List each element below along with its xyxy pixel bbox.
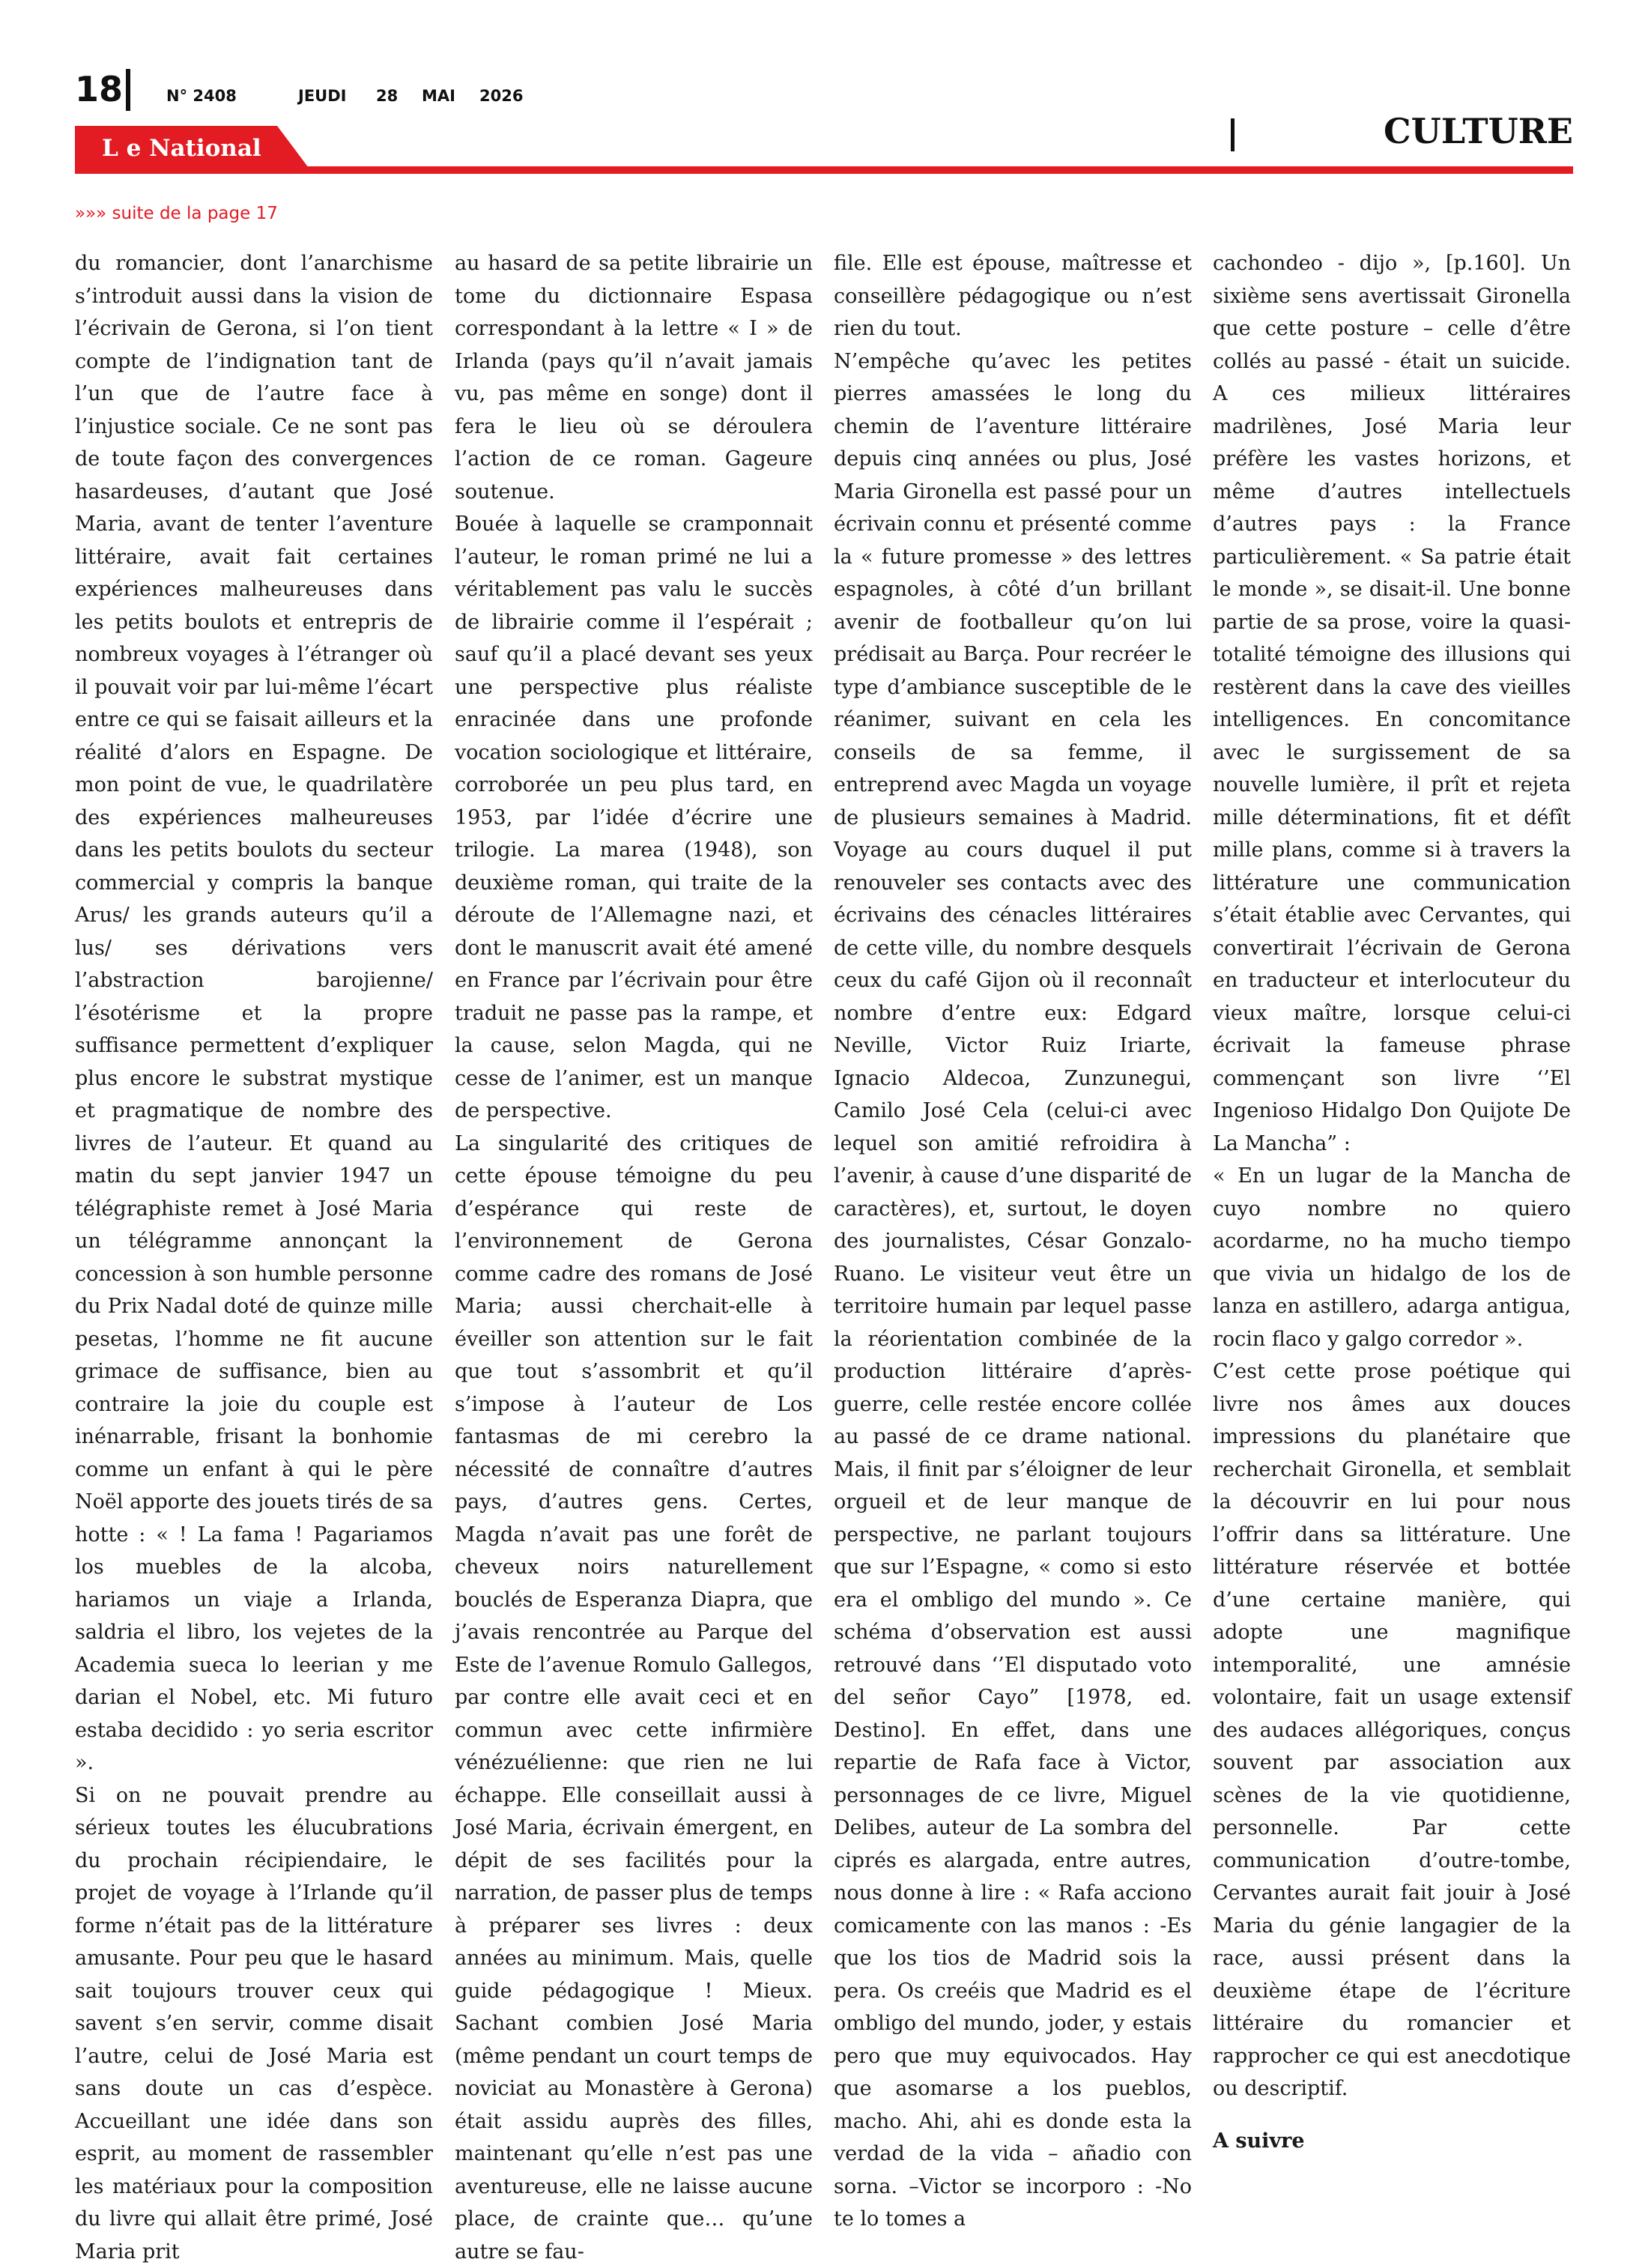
section-title: CULTURE xyxy=(1384,111,1573,151)
article-column-3 xyxy=(834,247,1192,2236)
paragraph: cachondeo - dijo », [p.160]. Un sixième sens avertissait Gironella que cette posture – celle d’être collés au passé - était un suicide. A ces milieux littéraires madrilènes, José Maria leur préfère les vastes horizons, et même d’autres intellectuels d’autres pays : la France particulièrement. « Sa patrie était le monde », se disait-il. Une bonne partie de sa prose, voire la quasi-totalité témoigne des illusions qui restèrent dans la cave des vieilles intelligences. En concomitance avec le surgissement de sa nouvelle lumière, il prît et rejeta mille déterminations, fit et défît mille plans, comme si à travers la littérature une communication s’était établie avec Cervantes, qui convertirait l’écrivain de Gerona en traducteur et interlocuteur du vieux maître, lorsque celui-ci écrivait la fameuse phrase commençant son livre ‘’El Ingenioso Hidalgo Don Quijote De La Mancha” : xyxy=(1213,247,1571,1160)
paragraph: N’empêche qu’avec les petites pierres amassées le long du chemin de l’aventure littéraire depuis cinq années ou plus, José Maria Gironella est passé pour un écrivain connu et présenté comme la « future promesse » des lettres espagnoles, à côté d’un brillant avenir de footballeur qu’on lui prédisait au Barça. Pour recréer le type d’ambiance susceptible de le réanimer, suivant en cela les conseils de sa femme, il entreprend avec Magda un voyage de plusieurs semaines à Madrid. Voyage au cours duquel il put renouveler ses contacts avec des écrivains des cénacles littéraires de cette ville, du nombre desquels ceux du café Gijon où il reconnaît nombre d’entre eux: Edgard Neville, Victor Ruiz Iriarte, Ignacio Aldecoa, Zunzunegui, Camilo José Cela (celui-ci avec lequel son amitié refroidira à l’avenir, à cause d’une disparité de caractères), et, surtout, le doyen des journalistes, César Gonzalo-Ruano. Le visiteur veut être un territoire humain par lequel passe la réorientation combinée de la production littéraire d’après-guerre, celle restée encore collée au passé de ce drame national. Mais, il finit par s’éloigner de leur orgueil et de leur manque de perspective, ne parlant toujours que sur l’Espagne, « como si esto era el ombligo del mundo ». Ce schéma d’observation est aussi retrouvé dans ‘’El disputado voto del señor Cayo” [1978, ed. Destino]. En effet, dans une repartie de Rafa face à Victor, personnages de ce livre, Miguel Delibes, auteur de La sombra del ciprés es alargada, entre autres, nous donne à lire : « Rafa acciono comicamente con las manos : -Es que los tios de Madrid sois la pera. Os creéis que Madrid es el ombligo del mundo, joder, y estais pero que muy equivocados. Hay que asomarse a los pueblos, macho. Ahi, ahi es donde esta la verdad de la vida – añadio con sorna. –Victor se incorporo : -No te lo tomes a xyxy=(834,345,1192,2236)
article-column-4 xyxy=(1213,247,1571,2157)
article-column-2 xyxy=(455,247,813,2268)
section-divider xyxy=(1231,118,1235,151)
page-number: 18 xyxy=(75,69,123,109)
date-year: 2026 xyxy=(479,87,523,105)
page-number-divider xyxy=(126,69,130,111)
article-column-1 xyxy=(75,247,433,2268)
newspaper-brand: L e National xyxy=(102,135,261,162)
paragraph: au hasard de sa petite librairie un tome du dictionnaire Espasa correspondant à la lettre « I » de Irlanda (pays qu’il n’avait jamais vu, pas même en songe) dont il fera le lieu où se déroulera l’action de ce roman. Gageure soutenue. xyxy=(455,247,813,508)
issue-number: N° 2408 xyxy=(166,87,237,105)
continuation-note: »»» suite de la page 17 xyxy=(75,204,278,223)
paragraph: C’est cette prose poétique qui livre nos âmes aux douces impressions du planétaire que recherchait Gironella, et semblait la découvrir en lui pour nous l’offrir dans sa littérature. Une littérature réservée et bottée d’une certaine manière, qui adopte une magnifique intemporalité, une amnésie volontaire, fait un usage extensif des audaces allégoriques, conçus souvent par association aux scènes de la vie quotidienne, personnelle. Par cette communication d’outre-tombe, Cervantes aurait fait jouir à José Maria du génie langagier de la race, aussi présent dans la deuxième étape de l’écriture littéraire du romancier et rapprocher ce qui est anecdotique ou descriptif. xyxy=(1213,1355,1571,2105)
date-month: MAI xyxy=(422,87,455,105)
quote-paragraph: « En un lugar de la Mancha de cuyo nombre no quiero acordarme, no ha mucho tiempo que vivia un hidalgo de los de lanza en astillero, adarga antigua, rocin flaco y galgo corredor ». xyxy=(1213,1160,1571,1355)
paragraph: La singularité des critiques de cette épouse témoigne du peu d’espérance qui reste de l’environnement de Gerona comme cadre des romans de José Maria; aussi cherchait-elle à éveiller son attention sur le fait que tout s’assombrit et qu’il s’impose à l’auteur de Los fantasmas de mi cerebro la nécessité de connaître d’autres pays, d’autres gens. Certes, Magda n’avait pas une forêt de cheveux noirs naturellement bouclés de Esperanza Diapra, que j’avais rencontrée au Parque del Este de l’avenue Romulo Gallegos, par contre elle avait ceci et en commun avec cette infirmière vénézuélienne: que rien ne lui échappe. Elle conseillait aussi à José Maria, écrivain émergent, en dépit de ses facilités pour la narration, de passer plus de temps à préparer ses livres : deux années au minimum. Mais, quelle guide pédagogique ! Mieux. Sachant combien José Maria (même pendant un court temps de noviciat au Monastère à Gerona) était assidu auprès des filles, maintenant qu’elle n’est pas une aventureuse, elle ne laisse aucune place, de crainte que… qu’une autre se fau- xyxy=(455,1128,813,2268)
paragraph: Bouée à laquelle se cramponnait l’auteur, le roman primé ne lui a véritablement pas valu le succès de librairie comme il l’espérait ; sauf qu’il a placé devant ses yeux une perspective plus réaliste enracinée dans une profonde vocation sociologique et littéraire, corroborée un peu plus tard, en 1953, par l’idée d’écrire une trilogie. La marea (1948), son deuxième roman, qui traite de la déroute de l’Allemagne nazi, et dont le manuscrit avait été amené en France par l’écrivain pour être traduit ne passe pas la rampe, et la cause, selon Magda, qui ne cesse de l’animer, est un manque de perspective. xyxy=(455,508,813,1128)
date-weekday: JEUDI xyxy=(298,87,346,105)
paragraph: du romancier, dont l’anarchisme s’introduit aussi dans la vision de l’écrivain de Gerona, si l’on tient compte de l’indignation tant de l’un que de l’autre face à l’injustice sociale. Ce ne sont pas de toute façon des convergences hasardeuses, d’autant que José Maria, avant de tenter l’aventure littéraire, avait fait certaines expériences malheureuses dans les petits boulots et entrepris de nombreux voyages à l’étranger où il pouvait voir par lui-même l’écart entre ce qui se faisait ailleurs et la réalité d’alors en Espagne. De mon point de vue, le quadrilatère des expériences malheureuses dans les petits boulots du secteur commercial y compris la banque Arus/ les grands auteurs qu’il a lus/ ses dérivations vers l’abstraction barojienne/ l’ésotérisme et la propre suffisance permettent d’expliquer plus encore le substrat mystique et pragmatique de nombre des livres de l’auteur. Et quand au matin du sept janvier 1947 un télégraphiste remet à José Maria un télégramme annonçant la concession à son humble personne du Prix Nadal doté de quinze mille pesetas, l’homme ne fit aucune grimace de suffisance, bien au contraire la joie du couple est inénarrable, frisant la bonhomie comme un enfant à qui le père Noël apporte des jouets tirés de sa hotte : « ! La fama ! Pagariamos los muebles de la alcoba, hariamos un viaje a Irlanda, saldria el libro, los vejetes de la Academia sueca lo leerian y me darian el Nobel, etc. Mi futuro estaba decidido : yo seria escritor ». xyxy=(75,247,433,1779)
brand-tab xyxy=(75,126,311,171)
paragraph: file. Elle est épouse, maîtresse et conseillère pédagogique ou n’est rien du tout. xyxy=(834,247,1192,345)
date-day: 28 xyxy=(376,87,398,105)
to-be-continued: A suivre xyxy=(1213,2125,1571,2158)
paragraph: Si on ne pouvait prendre au sérieux toutes les élucubrations du prochain récipiendaire, le projet de voyage à l’Irlande qu’il forme n’était pas de la littérature amusante. Pour peu que le hasard sait toujours trouver ceux qui savent s’en servir, comme disait l’autre, celui de José Maria est sans doute un cas d’espèce. Accueillant une idée dans son esprit, au moment de rassembler les matériaux pour la composition du livre qui allait être primé, José Maria prit xyxy=(75,1779,433,2268)
